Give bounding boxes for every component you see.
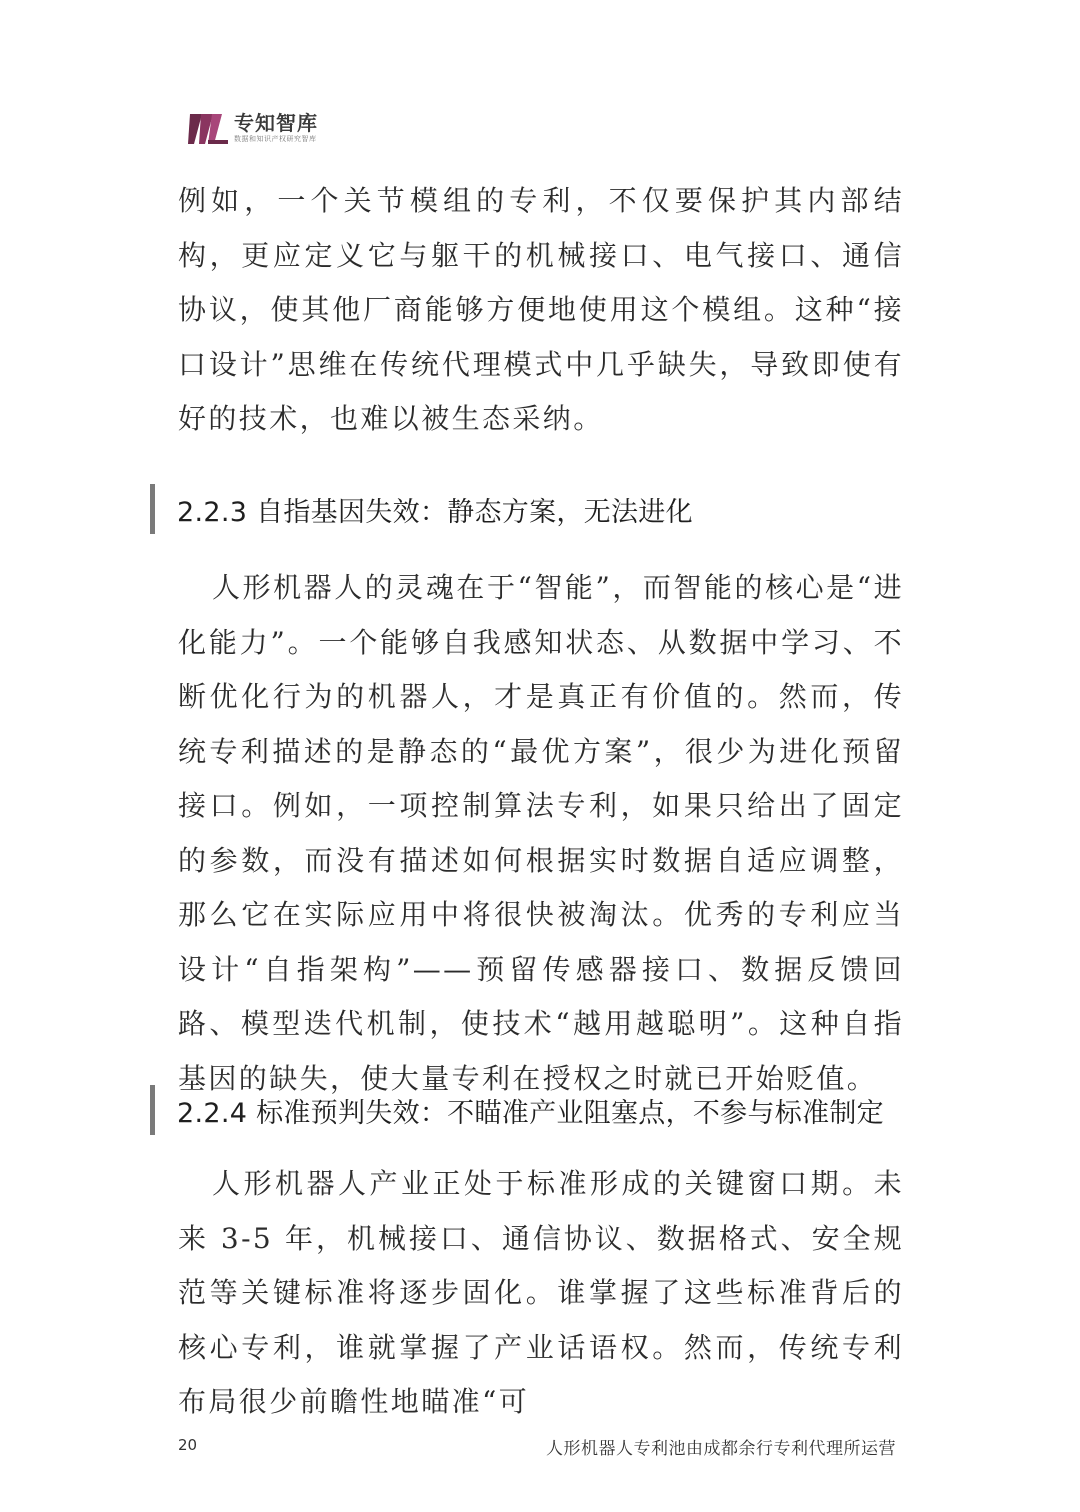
body-paragraph: 例如，一个关节模组的专利，不仅要保护其内部结构，更应定义它与躯干的机械接口、电气接口、通信协议，使其他厂商能够方便地使用这个模组。这种“接口设计”思维在传统代理模式中几乎缺失，导致即使有好的技术，也难以被生态采纳。 [178,184,904,435]
logo-mark-icon [188,112,228,146]
section-heading-text: 2.2.3 自指基因失效：静态方案，无法进化 [177,496,693,528]
heading-accent-bar [150,484,155,534]
body-paragraph: 人形机器人产业正处于标准形成的关键窗口期。未来 3-5 年，机械接口、通信协议、数据格式、安全规范等关键标准将逐步固化。谁掌握了这些标准背后的核心专利，谁就掌握了产业话语权。然而，传统专利布局很少前瞻性地瞄准“可 [178,1167,904,1418]
body-paragraph: 人形机器人的灵魂在于“智能”，而智能的核心是“进化能力”。一个能够自我感知状态、从数据中学习、不断优化行为的机器人，才是真正有价值的。然而，传统专利描述的是静态的“最优方案”，很少为进化预留接口。例如，一项控制算法专利，如果只给出了固定的参数，而没有描述如何根据实时数据自适应调整，那么它在实际应用中将很快被淘汰。优秀的专利应当设计“自指架构”——预留传感器接口、数据反馈回路、模型迭代机制，使技术“越用越聪明”。这种自指基因的缺失，使大量专利在授权之时就已开始贬值。 [178,571,904,1095]
logo-name: 专知智库 [234,111,318,135]
page-number: 20 [178,1436,198,1454]
section-heading [150,484,693,534]
logo [188,112,318,152]
section-heading [150,1085,884,1135]
section-heading-text: 2.2.4 标准预判失效：不瞄准产业阻塞点，不参与标准制定 [177,1097,884,1129]
heading-accent-bar [150,1085,155,1135]
logo-tagline: 数据和知识产权研究智库 [234,135,317,143]
running-title: 人形机器人专利池由成都余行专利代理所运营 [546,1439,896,1459]
